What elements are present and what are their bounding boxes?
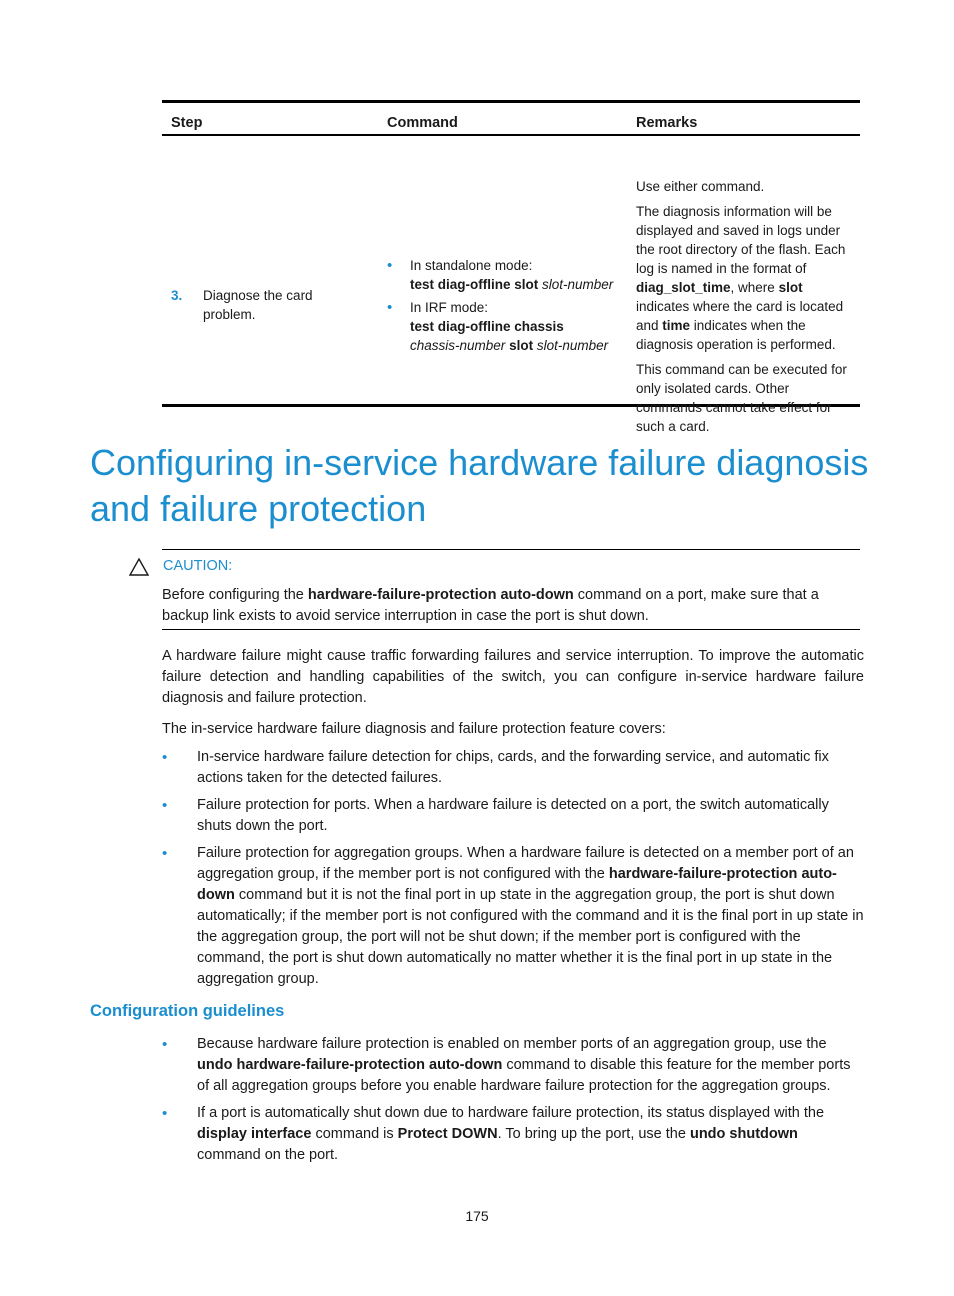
command-argument: slot-number [536,338,609,353]
remarks-paragraph: This command can be executed for only isolated cards. Other commands cannot take effect for such a card. [636,362,847,434]
list-item-command: undo shutdown [689,1126,798,1142]
command-keyword: slot [509,338,534,353]
covers-paragraph: The in-service hardware failure diagnosis and failure protection feature covers: [162,721,666,737]
list-item [162,843,864,990]
list-item [162,1103,864,1166]
list-item-command: undo hardware-failure-protection auto-down [197,1057,503,1073]
remarks-paragraph: Use either command. [636,179,765,194]
list-item-command: hardware-failure-protection auto-down [197,866,837,903]
remarks-keyword: slot [778,280,803,295]
page-number: 175 [465,1208,489,1224]
step-description: Diagnose the card problem. [203,288,313,322]
list-item-text: If a port is automatically shut down due to hardware failure protection, its status displayed with the [197,1105,825,1121]
remarks-keyword: time [662,318,691,333]
command-argument: slot-number [542,277,614,292]
header-command: Command [387,115,458,131]
list-item-text: command to disable this feature for the member ports of all aggregation groups before you enable hardware failure protection for the aggregation groups. [197,1057,851,1094]
remarks-cell [636,177,858,442]
command-keyword: test diag-offline chassis [410,319,564,334]
feature-bullet-list [162,747,864,996]
caution-label: CAUTION: [163,558,233,574]
command-table [162,100,860,434]
list-item: • In-service hardware failure detection for chips, cards, and the forwarding service, and automatic fix actions taken for the detected failures. [162,747,864,789]
list-item-keyword: Protect DOWN [397,1126,498,1142]
command-keyword: test diag-offline slot [410,277,539,292]
remarks-text: , where [730,280,779,295]
remarks-paragraph [636,202,858,354]
header-step: Step [171,115,203,131]
table-header-row [162,103,860,136]
remarks-text: indicates where the card is located and [636,299,844,333]
caution-command: hardware-failure-protection auto-down [307,587,574,603]
guidelines-bullet-list [162,1034,864,1172]
caution-text [162,585,860,627]
command-item-standalone [387,256,617,294]
warning-triangle-icon [129,557,149,577]
list-item: • Failure protection for ports. When a hardware failure is detected on a port, the switch automatically shuts down the port. [162,795,864,837]
list-item-text: command is [311,1126,398,1142]
section-title: Configuring in-service hardware failure diagnosis and failure protection [90,442,869,529]
remarks-text: indicates when the diagnosis operation is performed. [636,318,836,352]
caution-text-part: Before configuring the [162,587,308,603]
table-row [162,136,860,434]
subsection-title: Configuration guidelines [90,1002,285,1020]
command-mode: In IRF mode: [410,300,489,315]
list-item-text: . To bring up the port, use the [497,1126,690,1142]
caution-text-part: command on a port, make sure that a backup link exists to avoid service interruption in case the port is shut down. [162,587,819,624]
intro-paragraph: A hardware failure might cause traffic forwarding failures and service interruption. To improve the automatic failure detection and handling capabilities of the switch, you can configure in-service hardware failure diagnosis and failure protection. [162,648,864,706]
list-item-text: command on the port. [197,1147,339,1163]
command-list [387,256,617,359]
list-item [162,1034,864,1097]
list-item-command: display interface [197,1126,312,1142]
caution-box [162,549,860,630]
command-item-irf [387,298,617,355]
command-mode: In standalone mode: [410,258,533,273]
list-item-text: Failure protection for aggregation groups. When a hardware failure is detected on a member port of an aggregation group, if the member port is not configured with the [197,845,854,882]
remarks-keyword: diag_slot_time [636,280,731,295]
list-item-text: Because hardware failure protection is enabled on member ports of an aggregation group, use the [197,1036,827,1052]
remarks-text: The diagnosis information will be displayed and saved in logs under the root directory of the flash. Each log is named in the format of [636,204,846,276]
list-item-text: command but it is not the final port in up state in the aggregation group, the port is shut down automatically; if the member port is not configured with the command and it is the final port in up state in the aggregation group, the port will not be shut down; if the member port is configured with the command, the port is shut down automatically no matter whether it is the final port in up state in the aggregation group. [197,887,864,987]
step-number: 3. [171,288,183,303]
header-remarks: Remarks [636,115,698,131]
command-argument: chassis-number [410,338,506,353]
